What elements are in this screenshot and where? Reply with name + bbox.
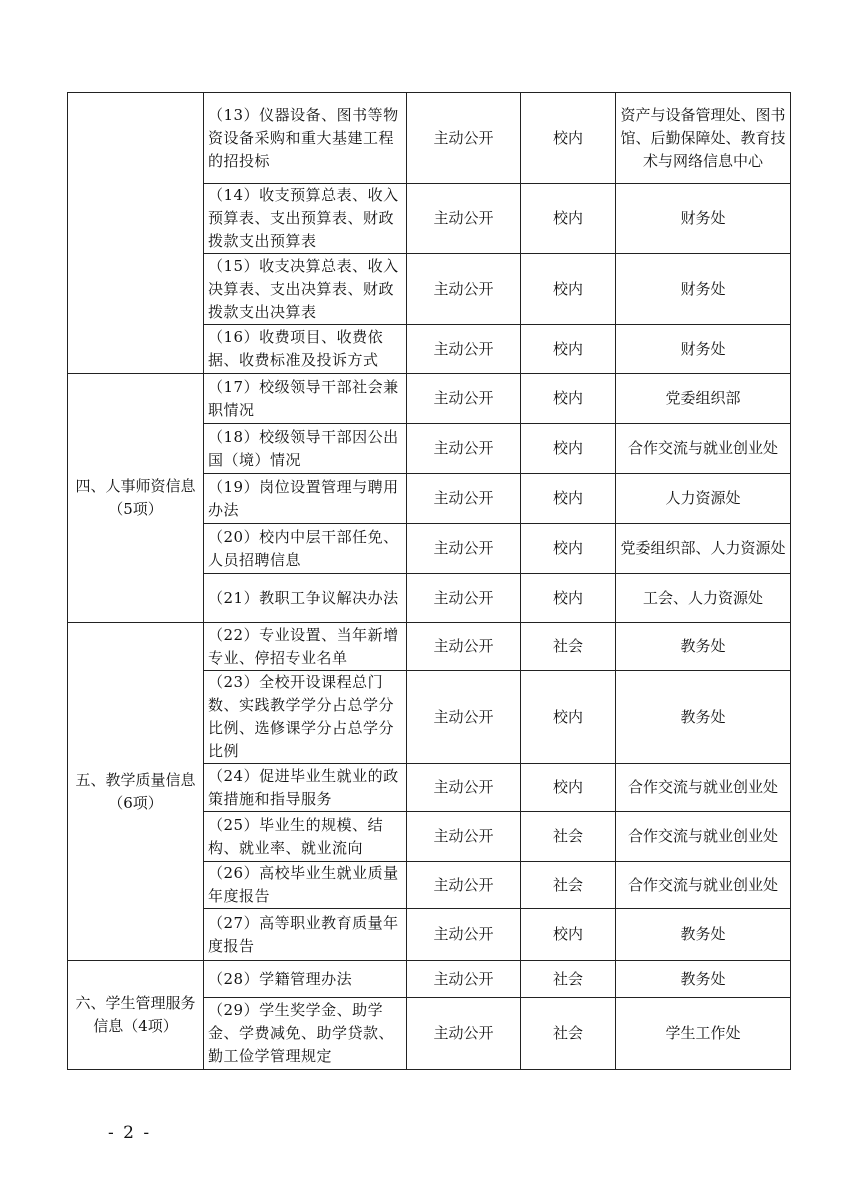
item-cell: （20）校内中层干部任免、人员招聘信息 — [204, 524, 407, 574]
scope-cell: 社会 — [521, 623, 616, 671]
table-row — [68, 93, 791, 184]
category-cell-student: 六、学生管理服务信息（4项） — [68, 961, 204, 1070]
item-cell: （26）高校毕业生就业质量年度报告 — [204, 862, 407, 909]
item-cell: （25）毕业生的规模、结构、就业率、就业流向 — [204, 812, 407, 862]
dept-cell: 合作交流与就业创业处 — [616, 764, 791, 812]
item-cell: （14）收支预算总表、收入预算表、支出预算表、财政拨款支出预算表 — [204, 184, 407, 254]
scope-cell: 校内 — [521, 325, 616, 374]
item-cell: （29）学生奖学金、助学金、学费减免、助学贷款、勤工俭学管理规定 — [204, 998, 407, 1070]
method-cell: 主动公开 — [407, 671, 521, 764]
method-cell: 主动公开 — [407, 325, 521, 374]
scope-cell: 校内 — [521, 184, 616, 254]
table-row — [68, 623, 791, 671]
dept-cell: 财务处 — [616, 254, 791, 325]
scope-cell: 校内 — [521, 374, 616, 424]
item-cell: （22）专业设置、当年新增专业、停招专业名单 — [204, 623, 407, 671]
method-cell: 主动公开 — [407, 998, 521, 1070]
item-cell: （17）校级领导干部社会兼职情况 — [204, 374, 407, 424]
dept-cell: 教务处 — [616, 671, 791, 764]
method-cell: 主动公开 — [407, 623, 521, 671]
table-row — [68, 961, 791, 998]
disclosure-table — [67, 92, 791, 1070]
method-cell: 主动公开 — [407, 374, 521, 424]
method-cell: 主动公开 — [407, 184, 521, 254]
method-cell: 主动公开 — [407, 254, 521, 325]
scope-cell: 校内 — [521, 574, 616, 623]
item-cell: （24）促进毕业生就业的政策措施和指导服务 — [204, 764, 407, 812]
scope-cell: 社会 — [521, 862, 616, 909]
item-cell: （16）收费项目、收费依据、收费标准及投诉方式 — [204, 325, 407, 374]
dept-cell: 财务处 — [616, 184, 791, 254]
item-cell: （15）收支决算总表、收入决算表、支出决算表、财政拨款支出决算表 — [204, 254, 407, 325]
category-cell-personnel: 四、人事师资信息（5项） — [68, 374, 204, 623]
method-cell: 主动公开 — [407, 862, 521, 909]
item-cell: （23）全校开设课程总门数、实践教学学分占总学分比例、选修课学分占总学分比例 — [204, 671, 407, 764]
item-cell: （13）仪器设备、图书等物资设备采购和重大基建工程的招投标 — [204, 93, 407, 184]
scope-cell: 社会 — [521, 812, 616, 862]
scope-cell: 校内 — [521, 764, 616, 812]
scope-cell: 校内 — [521, 671, 616, 764]
item-cell: （18）校级领导干部因公出国（境）情况 — [204, 424, 407, 474]
method-cell: 主动公开 — [407, 961, 521, 998]
page-number: - 2 - — [108, 1123, 152, 1143]
item-cell: （19）岗位设置管理与聘用办法 — [204, 474, 407, 524]
scope-cell: 校内 — [521, 424, 616, 474]
dept-cell: 合作交流与就业创业处 — [616, 424, 791, 474]
table-row — [68, 374, 791, 424]
dept-cell: 资产与设备管理处、图书馆、后勤保障处、教育技术与网络信息中心 — [616, 93, 791, 184]
category-cell-teaching: 五、教学质量信息（6项） — [68, 623, 204, 961]
item-cell: （27）高等职业教育质量年度报告 — [204, 909, 407, 961]
dept-cell: 人力资源处 — [616, 474, 791, 524]
dept-cell: 合作交流与就业创业处 — [616, 812, 791, 862]
category-cell-continued — [68, 93, 204, 374]
method-cell: 主动公开 — [407, 574, 521, 623]
method-cell: 主动公开 — [407, 524, 521, 574]
scope-cell: 社会 — [521, 998, 616, 1070]
scope-cell: 社会 — [521, 961, 616, 998]
scope-cell: 校内 — [521, 909, 616, 961]
item-cell: （21）教职工争议解决办法 — [204, 574, 407, 623]
dept-cell: 学生工作处 — [616, 998, 791, 1070]
dept-cell: 工会、人力资源处 — [616, 574, 791, 623]
dept-cell: 党委组织部 — [616, 374, 791, 424]
scope-cell: 校内 — [521, 524, 616, 574]
method-cell: 主动公开 — [407, 474, 521, 524]
scope-cell: 校内 — [521, 474, 616, 524]
dept-cell: 财务处 — [616, 325, 791, 374]
method-cell: 主动公开 — [407, 764, 521, 812]
dept-cell: 教务处 — [616, 961, 791, 998]
method-cell: 主动公开 — [407, 909, 521, 961]
method-cell: 主动公开 — [407, 812, 521, 862]
dept-cell: 教务处 — [616, 623, 791, 671]
scope-cell: 校内 — [521, 254, 616, 325]
method-cell: 主动公开 — [407, 424, 521, 474]
method-cell: 主动公开 — [407, 93, 521, 184]
item-cell: （28）学籍管理办法 — [204, 961, 407, 998]
dept-cell: 党委组织部、人力资源处 — [616, 524, 791, 574]
dept-cell: 合作交流与就业创业处 — [616, 862, 791, 909]
scope-cell: 校内 — [521, 93, 616, 184]
dept-cell: 教务处 — [616, 909, 791, 961]
